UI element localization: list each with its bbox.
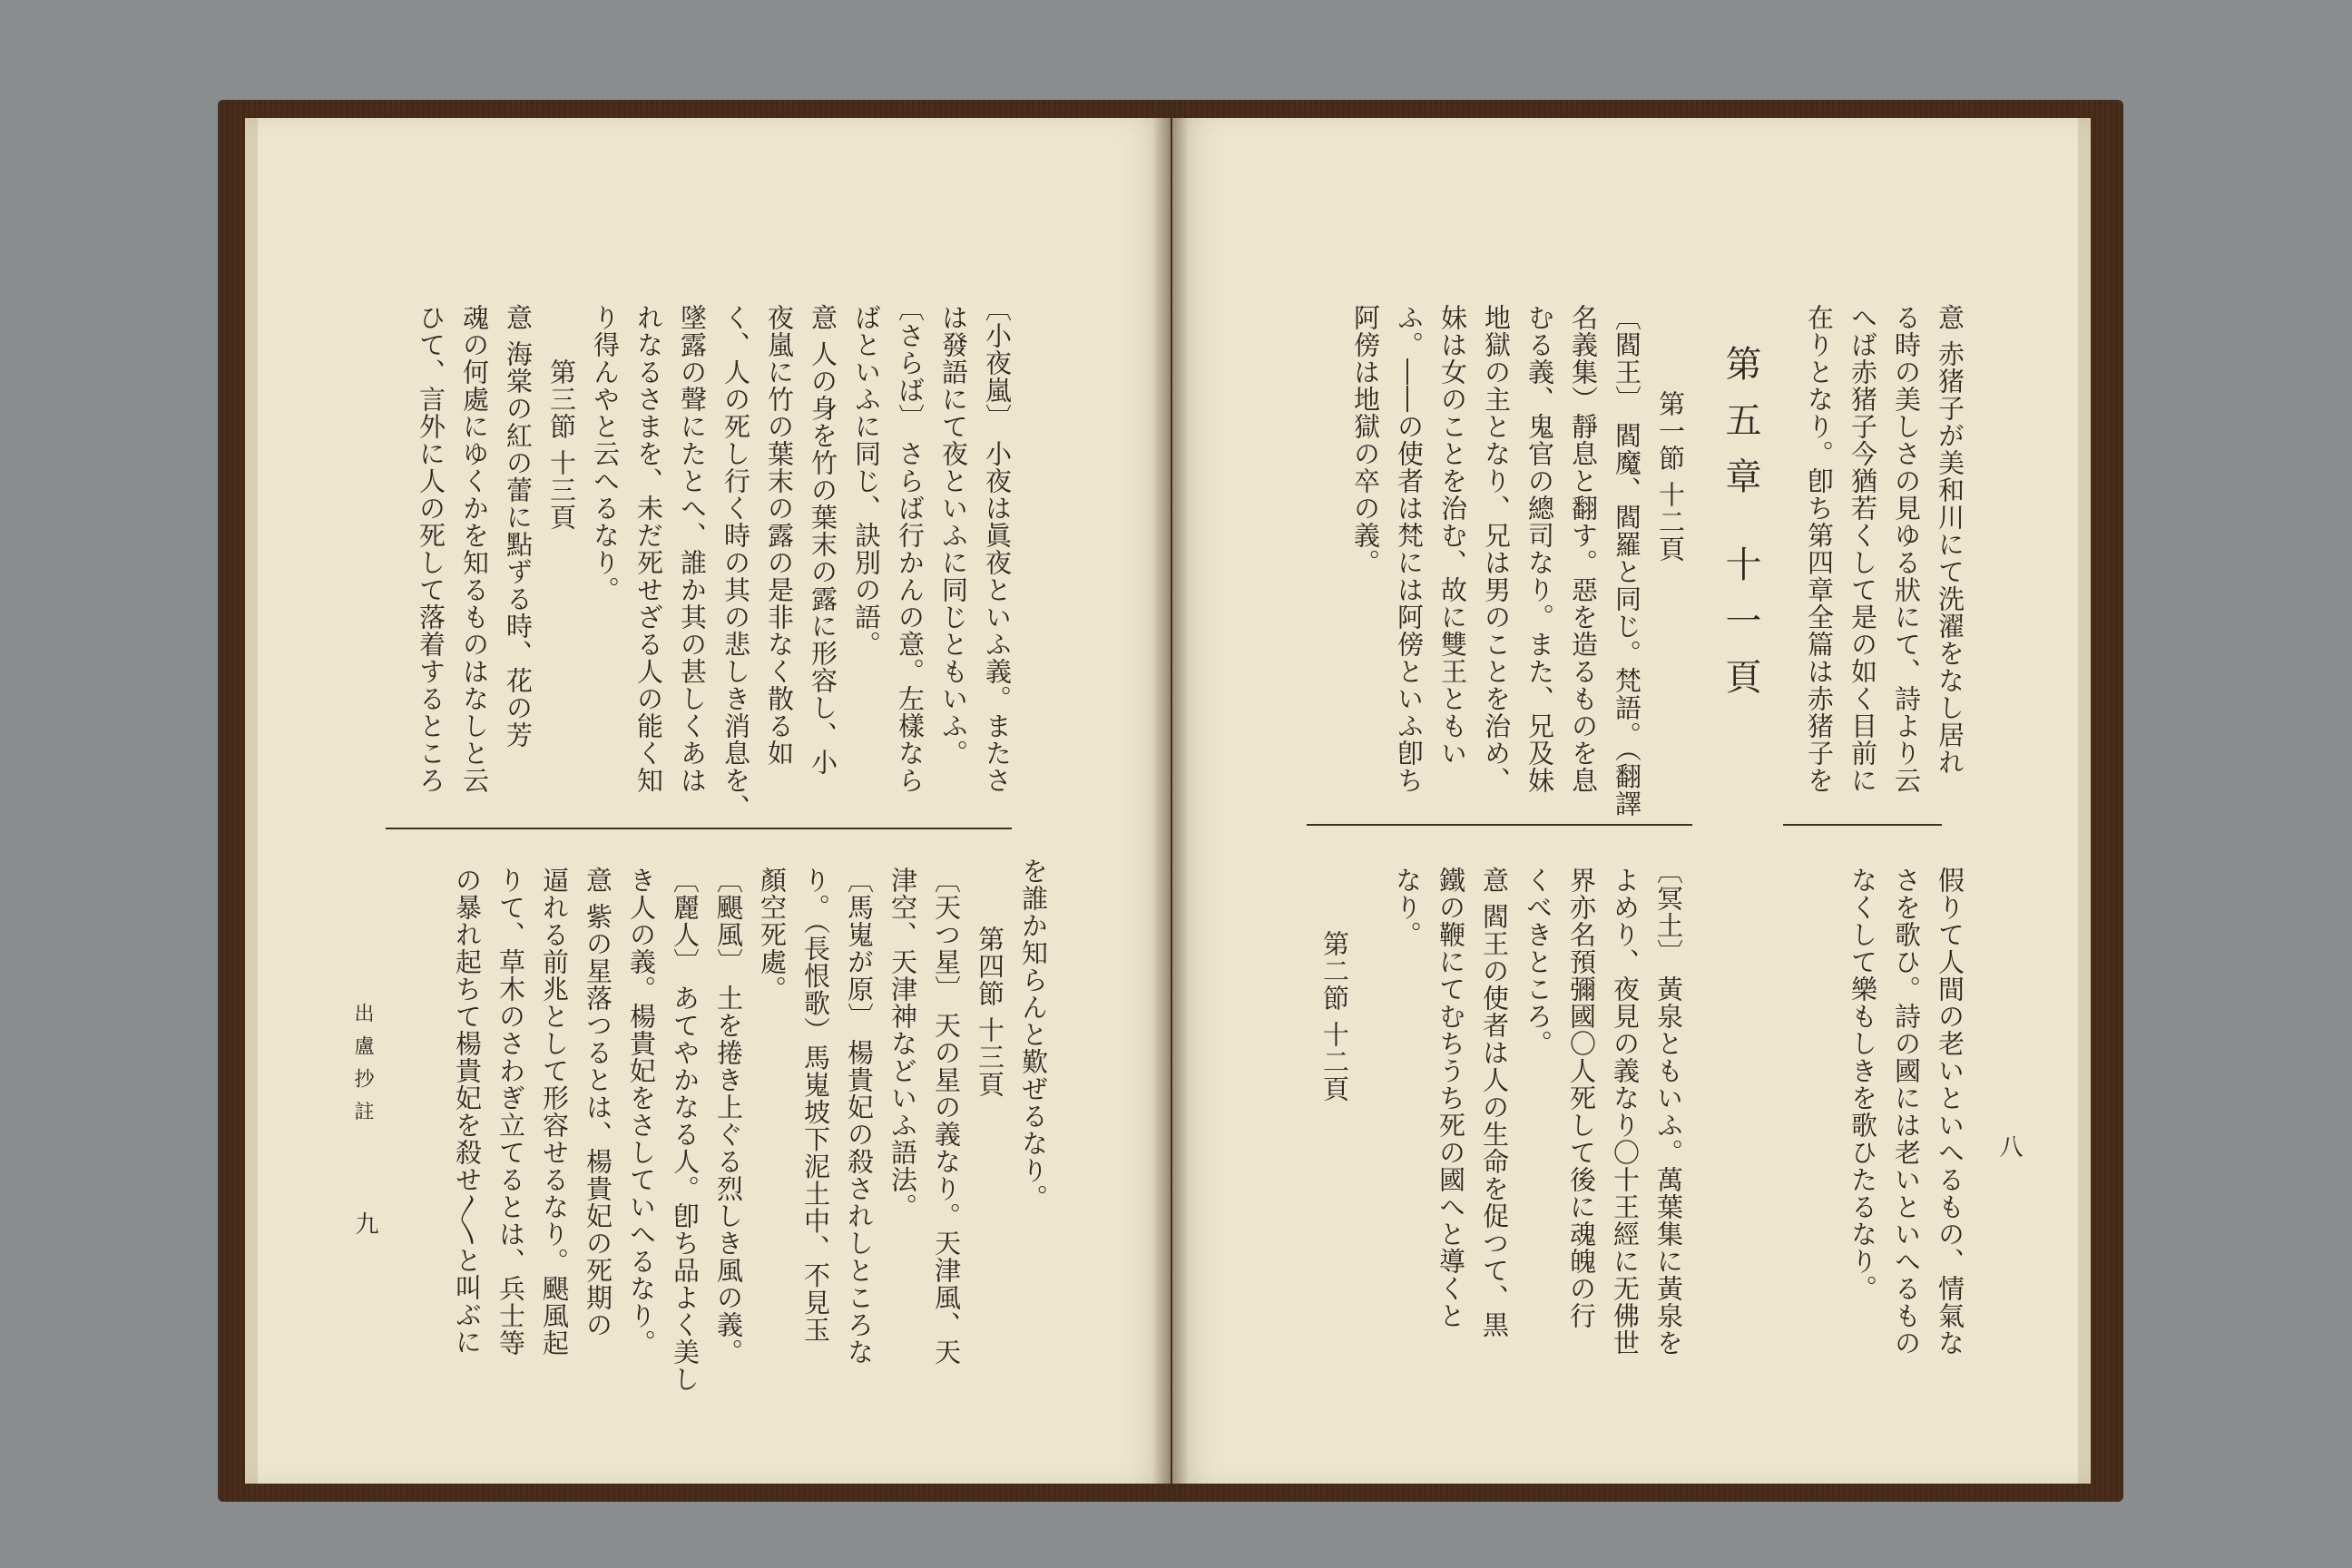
right-upper-col-12: ふ。――の使者は梵には阿傍といふ卽ち [1394, 304, 1425, 794]
right-lower-col-4: 〔冥土〕 黃泉ともいふ。萬葉集に黃泉を [1653, 858, 1684, 1357]
right-upper-col-1: 意 赤猪子が美和川にて洗濯をなし居れ [1935, 304, 1965, 777]
right-upper-col-2: る時の美しさの見ゆる狀にて、詩より云 [1891, 304, 1922, 794]
left-lower-col-9: 〔麗人〕 あてやかなる人。卽ち品よく美し [670, 867, 701, 1394]
left-divider-rule [386, 828, 1012, 829]
left-upper-col-9: れなるさまを、未だ死せざる人の能く知 [633, 304, 664, 794]
right-upper-col-3: へば赤猪子今猶若くして是の如く目前に [1847, 304, 1878, 794]
right-upper-col-9: むる義、鬼官の總司なり。また、兄及妹 [1524, 304, 1555, 794]
left-lower-col-11: 意 紫の星落つるとは、楊貴妃の死期の [583, 867, 613, 1339]
chapter-heading: 第五章 十一頁 [1720, 345, 1761, 714]
left-lower-col-7: 顏空死處。 [757, 867, 788, 1003]
right-lower-col-6: 界亦名預彌國〇人死して後に魂魄の行 [1566, 867, 1597, 1329]
right-lower-col-9: 鐵の鞭にてむちうち死の國へと導くと [1436, 867, 1466, 1329]
right-lower-col-5: よめり、夜見の義なり〇十王經に无佛世 [1610, 867, 1641, 1357]
left-upper-col-6: 夜嵐に竹の葉末の露の是非なく散る如 [764, 304, 795, 767]
left-lower-col-8: 〔颶風〕 土を捲き上ぐる烈しき風の義。 [713, 867, 744, 1367]
left-lower-col-12: 逼れる前兆として形容せるなり。颶風起 [539, 867, 570, 1357]
right-upper-col-7: 〔閻王〕 閻魔、閻羅と同じ。梵語。（翻譯 [1612, 304, 1642, 818]
left-upper-col-8: 墜露の聲にたとへ、誰か其の甚しくあは [677, 304, 708, 794]
right-upper-col-10: 地獄の主となり、兄は男のことを治め、 [1481, 304, 1512, 794]
right-lower-col-1: 假りて人間の老いといへるもの、情氣な [1935, 867, 1965, 1357]
right-page-number: 八 [1995, 1134, 2023, 1159]
right-lower-col-7: くべきところ。 [1523, 867, 1553, 1057]
right-lower-col-8: 意 閻王の使者は人の生命を促つて、黒 [1479, 867, 1510, 1339]
right-upper-col-4: 在りとなり。卽ち第四章全篇は赤猪子を [1804, 304, 1835, 794]
right-upper-col-11: 妹は女のことを治む、故に雙王ともい [1437, 304, 1468, 767]
left-upper-col-14: ひて、言外に人の死して落着するところ [416, 304, 446, 794]
left-upper-col-7: く、人の死し行く時の其の悲しき消息を、 [720, 304, 751, 821]
right-lower-col-2: さを歌ひ。詩の國には老いといへるもの [1891, 867, 1922, 1357]
right-upper-col-8: 名義集）靜息と翻す。惡を造るものを息 [1568, 304, 1599, 794]
right-divider-rule-b [1783, 824, 1942, 826]
left-section-heading-4: 第四節 十三頁 [975, 926, 1005, 1099]
left-upper-col-1: 〔小夜嵐〕 小夜は眞夜といふ義。またさ [982, 295, 1013, 795]
left-lower-col-14: の暴れ起ちて楊貴妃を殺せ〱と叫ぶに [452, 867, 483, 1356]
left-upper-col-12: 意 海棠の紅の蕾に點ずる時、花の芳 [503, 304, 534, 750]
left-lower-col-5: 〔馬嵬が原〕 楊貴妃の殺されしところな [844, 867, 875, 1367]
right-section-heading-1: 第一節 十二頁 [1655, 390, 1686, 564]
left-page-number: 九 [351, 1211, 378, 1236]
left-lower-col-4: 津空、天津神などいふ語法。 [887, 867, 918, 1220]
left-upper-col-3: 〔さらば〕 さらば行かんの意。左樣なら [895, 295, 926, 795]
left-lower-col-1: を誰か知らんと歎ぜるなり。 [1018, 858, 1049, 1211]
left-lower-col-13: りて、草木のさわぎ立てるとは、兵士等 [495, 867, 526, 1357]
left-upper-col-4: ばといふに同じ、訣別の語。 [851, 304, 882, 658]
left-lower-col-6: り。（長恨歌）馬嵬坡下泥土中、不見玉 [800, 867, 831, 1344]
right-lower-col-3: なくして樂もしきを歌ひたるなり。 [1847, 867, 1878, 1302]
right-divider-rule-a [1307, 824, 1692, 826]
left-upper-col-10: り得んやと云へるなり。 [590, 304, 621, 603]
book-gutter [1152, 100, 1189, 1502]
left-upper-col-13: 魂の何處にゆくかを知るものはなしと云 [459, 304, 490, 794]
left-section-heading: 第三節 十三頁 [546, 358, 577, 532]
left-upper-col-2: は發語にて夜といふに同じともいふ。 [938, 304, 969, 767]
running-head: 出盧抄註 [351, 1003, 374, 1133]
right-upper-col-13: 阿傍は地獄の卒の義。 [1350, 304, 1381, 576]
left-upper-col-5: 意 人の身を竹の葉末の露に形容し、小 [808, 304, 838, 777]
left-lower-col-10: き人の義。楊貴妃をさしていへるなり。 [626, 867, 657, 1357]
right-section-heading-2: 第二節 十二頁 [1319, 930, 1350, 1103]
left-lower-col-3: 〔天つ星〕 天の星の義なり。天津風、天 [931, 867, 962, 1367]
right-lower-col-10: なり。 [1392, 867, 1423, 948]
